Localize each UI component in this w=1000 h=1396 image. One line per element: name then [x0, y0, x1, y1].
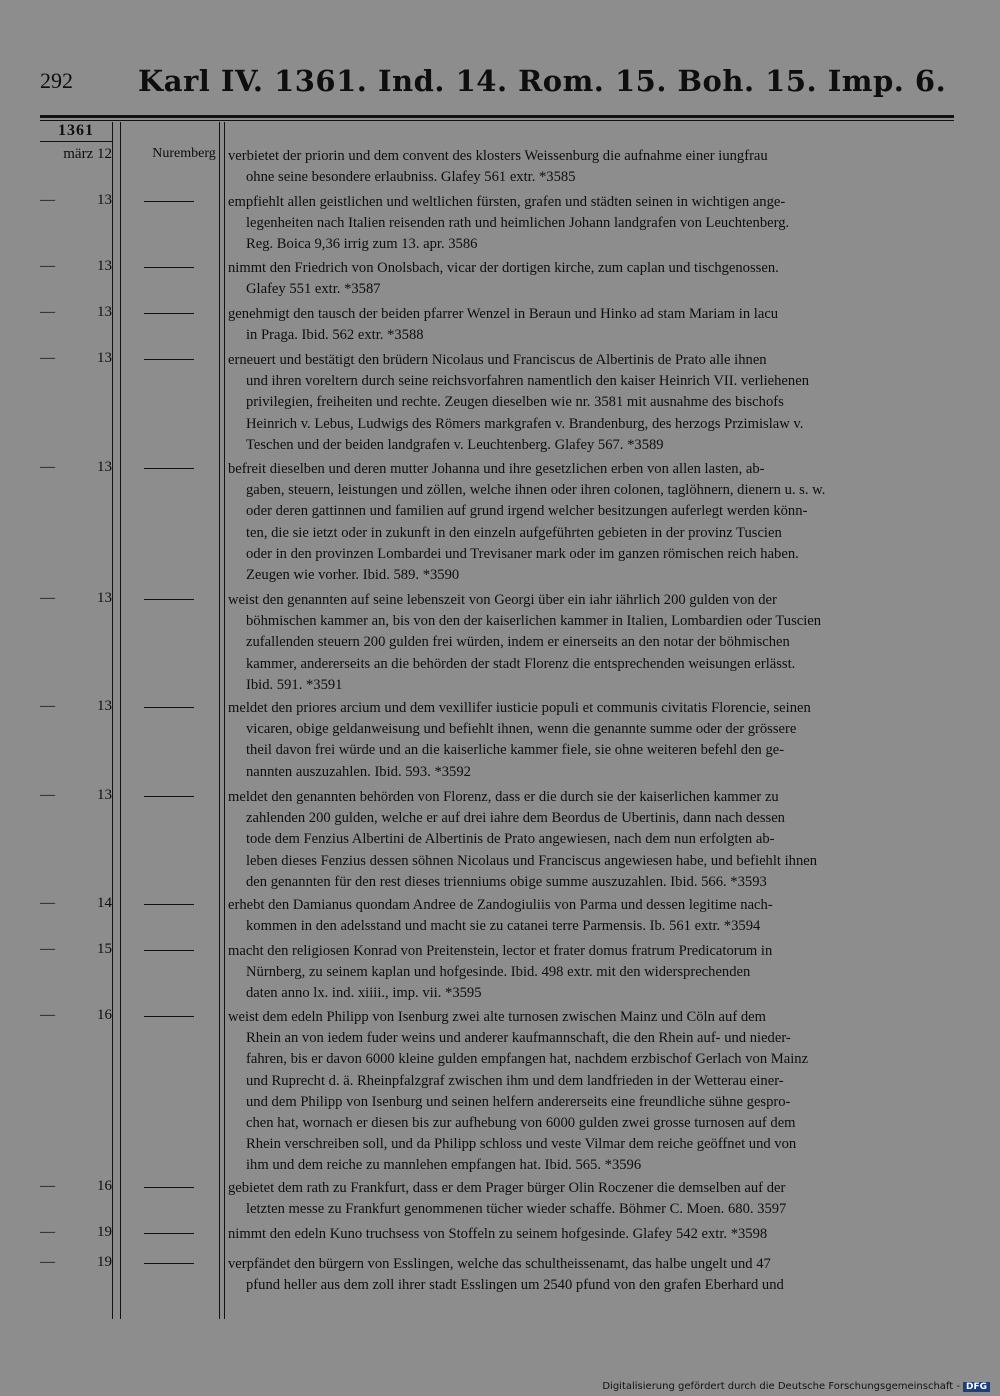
column-divider-place [219, 122, 220, 1319]
text-line: kommen in den adelsstand und macht sie zu catanei terre Parmensis. Ib. 561 extr. *3594 [246, 918, 761, 935]
entry-text [228, 192, 952, 256]
text-line: erhebt den Damianus quondam Andree de Zandogiuliis von Parma und dessen legitime nach- [228, 897, 773, 913]
entry-date [40, 698, 112, 715]
entry-text [228, 1224, 952, 1245]
entry-text [228, 590, 952, 696]
page-number: 292 [40, 68, 73, 93]
ditto-rule [144, 950, 194, 951]
text-line: gaben, steuern, leistungen und zöllen, welche ihnen oder ihren colonen, taglöhnern, dienern u. s. w. [246, 482, 826, 499]
text-line: den genannten für den rest dieses trienniums obige summe auszuzahlen. Ibid. 566. *3593 [246, 873, 767, 890]
ditto-dash: — [40, 258, 55, 274]
entry-date-value: märz 12 [63, 146, 112, 162]
text-line: privilegien, freiheiten und rechte. Zeugen dieselben wie nr. 3581 mit ausnahme des bischofs [246, 394, 784, 411]
text-line: verbietet der priorin und dem convent des klosters Weissenburg die aufnahme einer iungfrau [228, 148, 768, 164]
entry-date-value: 16 [97, 1007, 112, 1023]
entry-date [40, 787, 112, 804]
ditto-rule [144, 267, 194, 268]
entry-date [40, 304, 112, 321]
entry-date-value: 13 [97, 787, 112, 803]
ditto-dash: — [40, 1007, 55, 1023]
ditto-dash: — [40, 304, 55, 320]
ditto-dash: — [40, 590, 55, 606]
entry-date-value: 13 [97, 258, 112, 274]
entry-date-value: 13 [97, 192, 112, 208]
footer-text: Digitalisierung gefördert durch die Deutsche Forschungsgemeinschaft - [602, 1381, 960, 1392]
text-line: ihm und dem reiche zu mannlehen empfangen hat. Ibid. 565. *3596 [246, 1157, 642, 1174]
ditto-rule [144, 359, 194, 360]
text-line: und dem Philipp von Isenburg und seinen helfern andererseits eine freundliche sühne gespro- [246, 1093, 791, 1110]
ditto-rule [144, 599, 194, 600]
text-line: weist dem edeln Philipp von Isenburg zwei alte turnosen zwischen Mainz und Cöln auf dem [228, 1009, 766, 1025]
text-line: oder deren gattinnen und familien auf grund irgend welcher besitzungen auferlegt werden könn- [246, 503, 808, 520]
text-line: gebietet dem rath zu Frankfurt, dass er dem Prager bürger Olin Roczener die demselben auf der [228, 1180, 786, 1196]
text-line: oder in den provinzen Lombardei und Trevisaner mark oder im ganzen römischen reich haben. [246, 545, 799, 562]
text-line: böhmischen kammer an, bis von den der kaiserlichen kammer in Italien, Lombardien oder Tuscien [246, 613, 822, 630]
year-label: 1361 [58, 122, 94, 139]
text-line: ten, die sie ietzt oder in zukunft in den einzeln aufgeführten gebieten in der provinz Tuscien [246, 524, 782, 541]
ditto-rule [144, 1187, 194, 1188]
text-line: Teschen und der beiden landgrafen v. Leuchtenberg. Glafey 567. *3589 [246, 436, 664, 453]
text-line: Rhein verschreiben soll, und da Philipp schloss und veste Vilmar dem reiche geöffnet und von [246, 1136, 797, 1153]
ditto-rule [144, 904, 194, 905]
ditto-rule [144, 468, 194, 469]
text-line: leben dieses Fenzius dessen söhnen Nicolaus und Franciscus angewiesen habe, und befiehlt ihnen [246, 852, 818, 869]
column-divider-date [112, 122, 113, 1319]
text-line: und ihren voreltern durch seine reichsvorfahren namentlich den kaiser Heinrich VII. verliehenen [246, 373, 809, 390]
ditto-dash: — [40, 1178, 55, 1194]
text-line: pfund heller aus dem zoll ihrer stadt Esslingen um 2540 pfund von den grafen Eberhard und [246, 1277, 784, 1294]
text-line: Nürnberg, zu seinem kaplan und hofgesinde. Ibid. 498 extr. mit den widersprechenden [246, 964, 751, 981]
ditto-dash: — [40, 1224, 55, 1240]
ditto-rule [144, 201, 194, 202]
text-line: in Praga. Ibid. 562 extr. *3588 [246, 327, 424, 344]
column-divider-place-2 [224, 122, 225, 1319]
ditto-dash: — [40, 192, 55, 208]
entry-date [40, 459, 112, 476]
entry-date [40, 1178, 112, 1195]
entry-place: Nuremberg [152, 146, 216, 161]
text-line: letzten messe zu Frankfurt genommenen tücher wieder schaffe. Böhmer C. Moen. 680. 3597 [246, 1201, 787, 1218]
entry-date [40, 258, 112, 275]
text-line: nimmt den edeln Kuno truchsess von Stoffeln zu seinem hofgesinde. Glafey 542 extr. *3598 [228, 1226, 768, 1242]
entry-text [228, 459, 952, 586]
entry-text [228, 146, 952, 188]
ditto-dash: — [40, 941, 55, 957]
entry-date-value: 13 [97, 590, 112, 606]
entry-date-value: 16 [97, 1178, 112, 1194]
entry-date-value: 19 [97, 1224, 112, 1240]
text-line: fahren, bis er davon 6000 kleine gulden empfangen hat, nachdem erzbischof Gerlach von Mainz [246, 1051, 809, 1068]
ditto-rule [144, 313, 194, 314]
text-line: und Ruprecht d. ä. Rheinpfalzgraf zwischen ihm und dem landfrieden in der Wetterau einer- [246, 1072, 784, 1089]
text-line: Heinrich v. Lebus, Ludwigs des Römers markgrafen v. Brandenburg, des herzogs Przimislaw v. [246, 415, 804, 432]
text-line: genehmigt den tausch der beiden pfarrer Wenzel in Beraun und Hinko ad stam Mariam in lacu [228, 306, 779, 322]
text-line: empfiehlt allen geistlichen und weltlichen fürsten, grafen und städten seinen in wichtigen ange- [228, 194, 786, 210]
entry-date-value: 19 [97, 1254, 112, 1270]
text-line: kammer, andererseits an die behörden der stadt Florenz die entsprechenden weisungen erlässt. [246, 655, 796, 672]
entry-date [40, 146, 112, 163]
entry-date-value: 15 [97, 941, 112, 957]
entry-date [40, 1254, 112, 1271]
year-rule [40, 141, 112, 142]
text-line: nimmt den Friedrich von Onolsbach, vicar der dortigen kirche, zum caplan und tischgenossen. [228, 260, 779, 276]
text-line: verpfändet den bürgern von Esslingen, welche das schultheissenamt, das halbe ungelt und 47 [228, 1256, 771, 1272]
entry-date [40, 192, 112, 209]
text-line: daten anno lx. ind. xiiii., imp. vii. *3595 [246, 985, 482, 1002]
text-line: legenheiten nach Italien reisenden rath und heimlichen Johann landgrafen von Leuchtenberg. [246, 215, 790, 232]
entry-date [40, 590, 112, 607]
entry-text [228, 787, 952, 893]
text-line: meldet den priores arcium und dem vexillifer iusticie populi et communis civitatis Florencie, seinen [228, 700, 811, 716]
ditto-dash: — [40, 895, 55, 911]
entry-text [228, 304, 952, 346]
ditto-rule [144, 796, 194, 797]
entry-text [228, 1178, 952, 1220]
text-line: zahlenden 200 gulden, welche er auf drei iahre dem Beordus de Ubertinis, dann nach dessen [246, 810, 785, 827]
footer-credit [602, 1381, 990, 1392]
entry-date-value: 14 [97, 895, 112, 911]
entry-date [40, 895, 112, 912]
dfg-logo: DFG [963, 1382, 990, 1392]
text-line: ohne seine besondere erlaubniss. Glafey 561 extr. *3585 [246, 169, 576, 186]
text-line: macht den religiosen Konrad von Preitenstein, lector et frater domus fratrum Predicatorum in [228, 943, 773, 959]
entry-text [228, 698, 952, 783]
entry-text [228, 1007, 952, 1177]
text-line: Reg. Boica 9,36 irrig zum 13. apr. 3586 [246, 236, 478, 253]
entry-date [40, 1224, 112, 1241]
text-line: erneuert und bestätigt den brüdern Nicolaus und Franciscus de Albertinis de Prato alle ihnen [228, 352, 767, 368]
ditto-dash: — [40, 787, 55, 803]
page-title: Karl IV. 1361. Ind. 14. Rom. 15. Boh. 15. Imp. 6. [138, 64, 947, 98]
ditto-rule [144, 1016, 194, 1017]
entry-date [40, 941, 112, 958]
text-line: tode dem Fenzius Albertini de Albertinis de Prato angewiesen, nach dem nun erfolgten ab- [246, 831, 775, 848]
ditto-dash: — [40, 698, 55, 714]
entry-text [228, 350, 952, 456]
entry-date-value: 13 [97, 698, 112, 714]
text-line: vicaren, obige geldanweisung und befiehlt ihnen, wenn die genannte summe oder der grössere [246, 721, 797, 738]
text-line: Glafey 551 extr. *3587 [246, 281, 381, 298]
ditto-rule [144, 1233, 194, 1234]
text-line: Ibid. 591. *3591 [246, 676, 343, 693]
header-rule-thin [40, 120, 954, 121]
column-divider-date-2 [120, 122, 121, 1319]
ditto-dash: — [40, 1254, 55, 1270]
ditto-rule [144, 707, 194, 708]
entry-date [40, 350, 112, 367]
entry-date-value: 13 [97, 304, 112, 320]
ditto-dash: — [40, 459, 55, 475]
entry-text [228, 941, 952, 1005]
entry-date-value: 13 [97, 350, 112, 366]
entry-text [228, 258, 952, 300]
entry-text [228, 1254, 952, 1296]
entry-date [40, 1007, 112, 1024]
text-line: befreit dieselben und deren mutter Johanna und ihre gesetzlichen erben von allen lasten, ab- [228, 461, 765, 477]
text-line: nannten auszuzahlen. Ibid. 593. *3592 [246, 763, 471, 780]
text-line: weist den genannten auf seine lebenszeit von Georgi über ein iahr iährlich 200 gulden von der [228, 592, 777, 608]
text-line: Rhein an von iedem fuder weins und anderer kaufmannschaft, die den Rhein auf- und nieder- [246, 1030, 791, 1047]
entry-date-value: 13 [97, 459, 112, 475]
text-line: meldet den genannten behörden von Florenz, dass er die durch sie der kaiserlichen kammer zu [228, 789, 779, 805]
text-line: chen hat, wornach er diesen bis zur aufhebung von 6000 gulden zwei grosse turnosen auf dem [246, 1115, 796, 1132]
page-header [40, 64, 955, 104]
ditto-rule [144, 1263, 194, 1264]
text-line: theil davon frei würde und an die kaiserliche kammer fiele, sie ohne weiteren befehl den ge- [246, 742, 785, 759]
text-line: zufallenden steuern 200 gulden frei würden, indem er einerseits an den notar der böhmischen [246, 634, 790, 651]
text-line: Zeugen wie vorher. Ibid. 589. *3590 [246, 567, 460, 584]
ditto-dash: — [40, 350, 55, 366]
header-rule [40, 115, 954, 118]
entry-text [228, 895, 952, 937]
